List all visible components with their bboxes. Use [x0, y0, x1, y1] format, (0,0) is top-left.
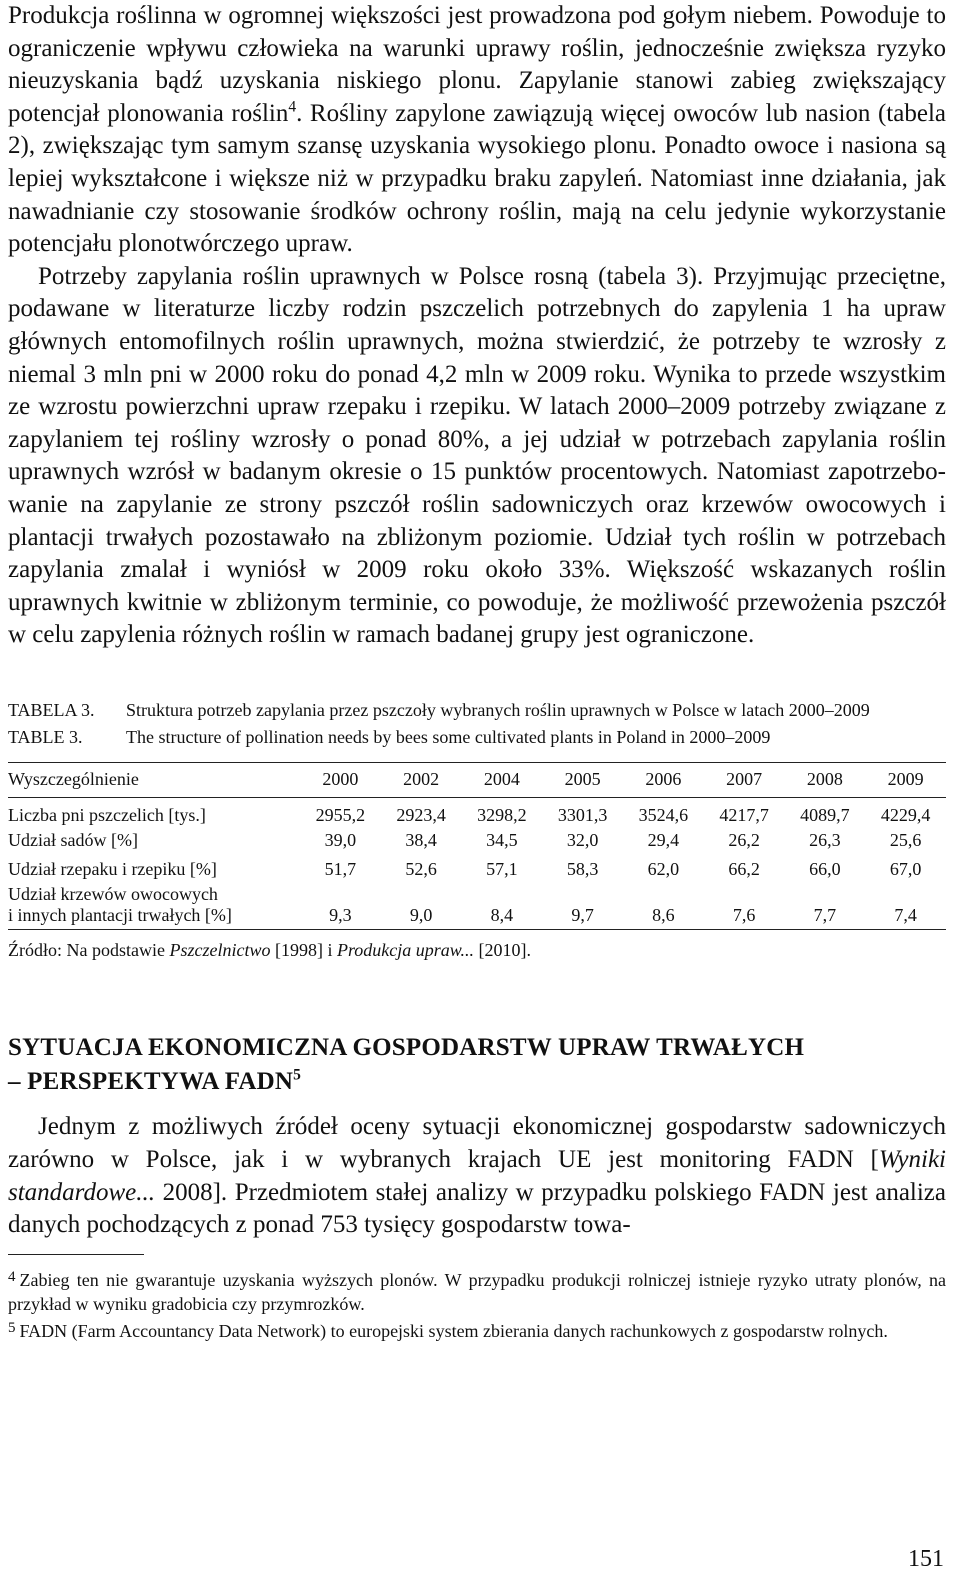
footnote-ref-5[interactable]: 5: [293, 1067, 302, 1085]
source-prefix: Źródło: Na podstawie: [8, 940, 170, 961]
table-header-cell: 2004: [483, 769, 520, 790]
table-cell: 67,0: [889, 859, 922, 880]
table-row: [8, 797, 946, 826]
page-number: 151: [908, 1546, 944, 1572]
footnotes: [8, 1265, 946, 1343]
table-cell: 58,3: [566, 859, 599, 880]
table-cell: 4229,4: [880, 804, 931, 825]
footnote-number: 4: [8, 1268, 16, 1285]
table-header-row: [8, 762, 946, 797]
caption-english: [8, 725, 946, 750]
paragraph-3: [8, 1111, 946, 1241]
table-cell: 3298,2: [477, 804, 527, 825]
table-cell: 2923,4: [396, 804, 446, 825]
table-header-cell: 2000: [322, 769, 359, 790]
source-middle: [1998] i: [270, 940, 337, 961]
table-row: [8, 884, 946, 930]
table-cell: 9,3: [329, 905, 352, 926]
table-cell: 7,6: [732, 905, 756, 926]
table-header-cell: Wyszczególnienie: [8, 769, 139, 790]
section-heading: [8, 1031, 946, 1099]
data-table: [8, 762, 946, 931]
footnote-text: Zabieg ten nie gwarantuje uzyskania wyższych plonów. W przypadku produkcji rolniczej istnieje ryzyko utraty plonów, na przykład w wyniku gradobicia czy przymrozków.: [8, 1269, 946, 1314]
table-cell: 2955,2: [315, 804, 366, 825]
table-cell: 7,7: [813, 905, 837, 926]
caption-label-en: TABLE 3.: [8, 726, 83, 747]
source-reference-1: Pszczelnictwo: [169, 940, 271, 961]
table-cell: 4089,7: [800, 804, 850, 825]
table-cell: 26,2: [728, 830, 760, 851]
table-header-cell: 2008: [806, 769, 843, 790]
footnote-ref-4[interactable]: 4: [288, 98, 297, 116]
row-label: Liczba pni pszczelich [tys.]: [8, 804, 206, 825]
section-heading-line-2: – PERSPEKTYWA FADN: [8, 1068, 294, 1096]
paragraph-3-text-a: Jednym z możliwych źródeł oceny sytuacji ekonomicznej gospodarstw sadowniczych zarówno w Polsce, jak i w wybranych krajach UE jest monitoring FADN [: [8, 1113, 946, 1173]
row-label: Udział sadów [%]: [8, 830, 138, 851]
caption-label-pl: TABELA 3.: [8, 699, 95, 720]
table-cell: 9,7: [571, 905, 594, 926]
table-cell: 7,4: [894, 905, 917, 926]
caption-polish: [8, 698, 946, 723]
row-label: [8, 884, 300, 930]
table-header-cell: 2009: [887, 769, 924, 790]
table-cell: 9,0: [409, 905, 433, 926]
table-cell: 29,4: [647, 830, 680, 851]
citation: Wyniki standardowe...: [8, 1145, 946, 1206]
table-row: [8, 855, 946, 884]
table-cell: 51,7: [324, 859, 357, 880]
source-reference-2: Produkcja upraw...: [336, 940, 474, 961]
table-header-cell: 2006: [645, 769, 682, 790]
table-cell: 66,2: [728, 859, 760, 880]
table-row: [8, 826, 946, 855]
paragraph-3-text-b: 2008]. Przedmiotem stałej analizy w przypadku polskiego FADN jest analiza danych pochodzących z ponad 753 tysięcy gospodarstw towa-: [8, 1178, 946, 1239]
paragraph-2: Potrzeby zapylania roślin uprawnych w Polsce rosną (tabela 3). Przyjmując przeciętne, podawane w literaturze liczby rodzin pszczelich potrzebnych do zapylenia 1 ha upraw głównych entomofilnych roślin uprawnych, można stwierdzić, że potrzeby te wzrosły z niemal 3 mln pni w 2000 roku do ponad 4,2 mln w 2009 roku. Wynika to przede wszystkim ze wzrostu powierzchni upraw rzepaku i rzepiku. W latach 2000–2009 potrzeby związane z zapylaniem tej rośliny wzrosły o ponad 80%, a jej udział w potrzebach zapylania roślin uprawnych wzrósł w badanym okresie o 15 punktów procentowych. Natomiast zapotrzebowanie na zapylanie ze strony pszczół roślin sadowniczych oraz krzewów owocowych i plantacji trwałych pozostawało na zbliżonym poziomie. Udział tych roślin w potrzebach zapylania zmalał i wyniósł w 2009 roku około 33%. Większość wskazanych roślin uprawnych kwitnie w zbliżonym terminie, co powoduje, że możliwość przewożenia pszczół w celu zapylenia różnych roślin w ramach badanej grupy jest ograniczone.: [8, 262, 946, 649]
footnote-5: [8, 1316, 946, 1343]
paragraph-1: [8, 0, 946, 261]
paragraph-1-text-a: Produkcja roślinna w ogromnej większości jest prowadzona pod gołym niebem. Powoduje to ograniczenie wpływu człowieka na warunki uprawy roślin, jednocześnie zwiększa ryzyko nieuzyskania bądź uzyskania niskiego plonu. Zapylanie stanowi zabieg zwiększający potencjał plonowania roślin: [8, 2, 946, 127]
table-cell: 8,4: [490, 905, 514, 926]
footnote-4: [8, 1265, 946, 1316]
table-cell: 3524,6: [638, 804, 689, 825]
table-cell: 66,0: [809, 859, 841, 880]
footnote-divider: [8, 1254, 144, 1255]
table-source: [8, 940, 946, 961]
caption-text-en: The structure of pollination needs by bees some cultivated plants in Poland in 2000–2009: [126, 726, 771, 747]
row-label-line-2: i innych plantacji trwałych [%]: [8, 905, 232, 926]
table-header-cell: 2005: [564, 769, 601, 790]
table-cell: 3301,3: [557, 804, 608, 825]
table-cell: 34,5: [486, 830, 518, 851]
table-cell: 39,0: [324, 830, 357, 851]
section-heading-line-1: SYTUACJA EKONOMICZNA GOSPODARSTW UPRAW TRWAŁYCH: [8, 1034, 805, 1062]
table-header-cell: 2007: [726, 769, 763, 790]
table-cell: 62,0: [647, 859, 680, 880]
table-cell: 52,6: [405, 859, 437, 880]
row-label: Udział rzepaku i rzepiku [%]: [8, 859, 217, 880]
table-cell: 4217,7: [719, 804, 769, 825]
table-cell: 38,4: [405, 830, 437, 851]
paragraph-1-text-b: . Rośliny zapylone zawiązują więcej owoców lub nasion (tabela 2), zwiększając tym samym szansę uzyskania wysokiego plonu. Ponadto owoce i nasiona są lepiej wykształcone i większe niż w przypadku braku zapyleń. Natomiast inne działania, jak nawadnianie czy stosowanie środków ochrony roślin, mają na celu jedynie wykorzystanie potencjału plonotwórczego upraw.: [8, 99, 946, 258]
footnote-number: 5: [8, 1319, 16, 1336]
row-label-line-1: Udział krzewów owocowych: [8, 884, 218, 905]
caption-text-pl: Struktura potrzeb zapylania przez pszczoły wybranych roślin uprawnych w Polsce w latach 2000–2009: [126, 699, 870, 720]
table-cell: 57,1: [486, 859, 518, 880]
table-header-cell: 2002: [403, 769, 440, 790]
table-cell: 25,6: [889, 830, 922, 851]
source-suffix: [2010].: [473, 940, 531, 961]
footnote-text: FADN (Farm Accountancy Data Network) to europejski system zbierania danych rachunkowych z gospodarstw rolnych.: [19, 1320, 888, 1341]
table-caption: [8, 698, 946, 750]
table-cell: 8,6: [652, 905, 675, 926]
table-cell: 26,3: [809, 830, 841, 851]
table-cell: 32,0: [566, 830, 599, 851]
